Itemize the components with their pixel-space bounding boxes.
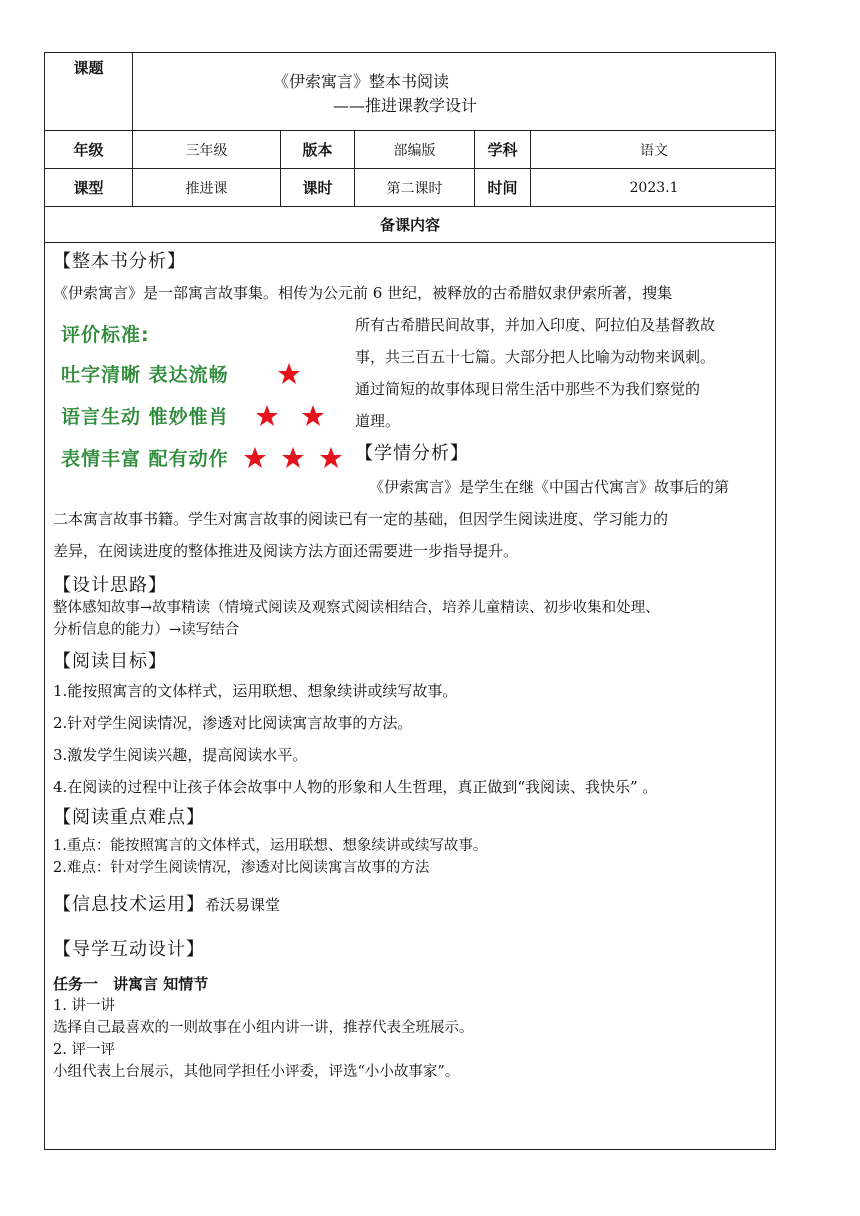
goal-item-2: 2.针对学生阅读情况，渗透对比阅读寓言故事的方法。	[53, 714, 413, 732]
section-title-row	[45, 207, 775, 243]
edition-label: 版本	[281, 131, 355, 168]
book-analysis-line-5: 道理。	[355, 412, 401, 430]
star-icon	[281, 446, 305, 470]
book-analysis-line-2: 所有古希腊民间故事，并加入印度、阿拉伯及基督教故	[355, 316, 716, 334]
book-analysis-line-4: 通过简短的故事体现日常生活中那些不为我们察觉的	[355, 380, 701, 398]
design-line-1: 整体感知故事→故事精读（情境式阅读及观察式阅读相结合，培养儿童精读、初步收集和处理、	[53, 600, 660, 616]
lesson-title	[133, 53, 773, 130]
student-analysis-heading: 【学情分析】	[355, 443, 469, 464]
period-value: 第二课时	[355, 169, 475, 206]
title-line-1: 《伊索寓言》整本书阅读	[273, 72, 450, 91]
goal-item-3: 3.激发学生阅读兴趣，提高阅读水平。	[53, 746, 308, 764]
period-label: 课时	[281, 169, 355, 206]
title-line-2: ——推进课教学设计	[333, 96, 478, 115]
time-label: 时间	[475, 169, 531, 206]
subject-value: 语文	[640, 142, 668, 159]
book-analysis-line-1: 《伊索寓言》是一部寓言故事集。相传为公元前 6 世纪，被释放的古希腊奴隶伊索所著，搜集	[53, 284, 673, 302]
star-icon	[243, 446, 267, 470]
tech-value: 希沃易课堂	[205, 896, 281, 914]
evaluation-criteria-image	[55, 318, 345, 474]
topic-row	[45, 53, 775, 131]
book-analysis-heading: 【整本书分析】	[53, 251, 186, 272]
key-point-1: 1.重点：能按照寓言的文体样式，运用联想、想象续讲或续写故事。	[53, 838, 488, 854]
step1-title: 1. 讲一讲	[53, 998, 115, 1014]
interaction-heading: 【导学互动设计】	[53, 939, 205, 960]
content-area	[45, 243, 775, 1151]
star-icon	[319, 446, 343, 470]
section-title: 备课内容	[379, 216, 440, 234]
edition-value: 部编版	[355, 131, 475, 168]
subject-label: 学科	[475, 131, 531, 168]
evaluation-title: 评价标准:	[61, 324, 150, 346]
step2-body: 小组代表上台展示，其他同学担任小评委，评选“小小故事家”。	[53, 1064, 460, 1080]
step1-body: 选择自己最喜欢的一则故事在小组内讲一讲，推荐代表全班展示。	[53, 1020, 474, 1036]
star-icon	[255, 404, 279, 428]
star-icon	[277, 362, 301, 386]
goals-heading: 【阅读目标】	[53, 651, 167, 672]
step2-title: 2. 评一评	[53, 1042, 115, 1058]
star-icon	[301, 404, 325, 428]
book-analysis-line-3: 事，共三百五十七篇。大部分把人比喻为动物来讽刺。	[355, 348, 716, 366]
topic-label: 课题	[45, 53, 133, 130]
time-value: 2023.1	[629, 179, 679, 196]
goal-item-1: 1.能按照寓言的文体样式，运用联想、想象续讲或续写故事。	[53, 682, 458, 700]
student-analysis-line-3: 差异，在阅读进度的整体推进及阅读方法方面还需要进一步指导提升。	[53, 542, 519, 560]
tech-heading: 【信息技术运用】	[53, 894, 205, 915]
criterion-2: 语言生动 惟妙惟肖	[61, 406, 229, 428]
grade-label: 年级	[45, 131, 133, 168]
key-points-heading: 【阅读重点难点】	[53, 807, 205, 828]
student-analysis-line-2: 二本寓言故事书籍。学生对寓言故事的阅读已有一定的基础，但因学生阅读进度、学习能力的	[53, 510, 669, 528]
tech-row	[53, 889, 280, 921]
task1-title: 任务一 讲寓言 知情节	[53, 975, 209, 993]
goal-item-4: 4.在阅读的过程中让孩子体会故事中人物的形象和人生哲理，真正做到“我阅读、我快乐” 。	[53, 778, 658, 796]
type-value: 推进课	[133, 169, 281, 206]
design-line-2: 分析信息的能力）→读写结合	[53, 622, 240, 638]
info-row-2	[45, 169, 775, 207]
grade-value: 三年级	[133, 131, 281, 168]
design-heading: 【设计思路】	[53, 575, 167, 596]
criterion-3: 表情丰富 配有动作	[61, 448, 229, 470]
lesson-plan-table	[44, 52, 776, 1150]
type-label: 课型	[45, 169, 133, 206]
student-analysis-line-1: 《伊索寓言》是学生在继《中国古代寓言》故事后的第	[369, 478, 730, 496]
info-row-1	[45, 131, 775, 169]
key-point-2: 2.难点：针对学生阅读情况，渗透对比阅读寓言故事的方法	[53, 860, 430, 876]
criterion-1: 吐字清晰 表达流畅	[61, 364, 229, 386]
